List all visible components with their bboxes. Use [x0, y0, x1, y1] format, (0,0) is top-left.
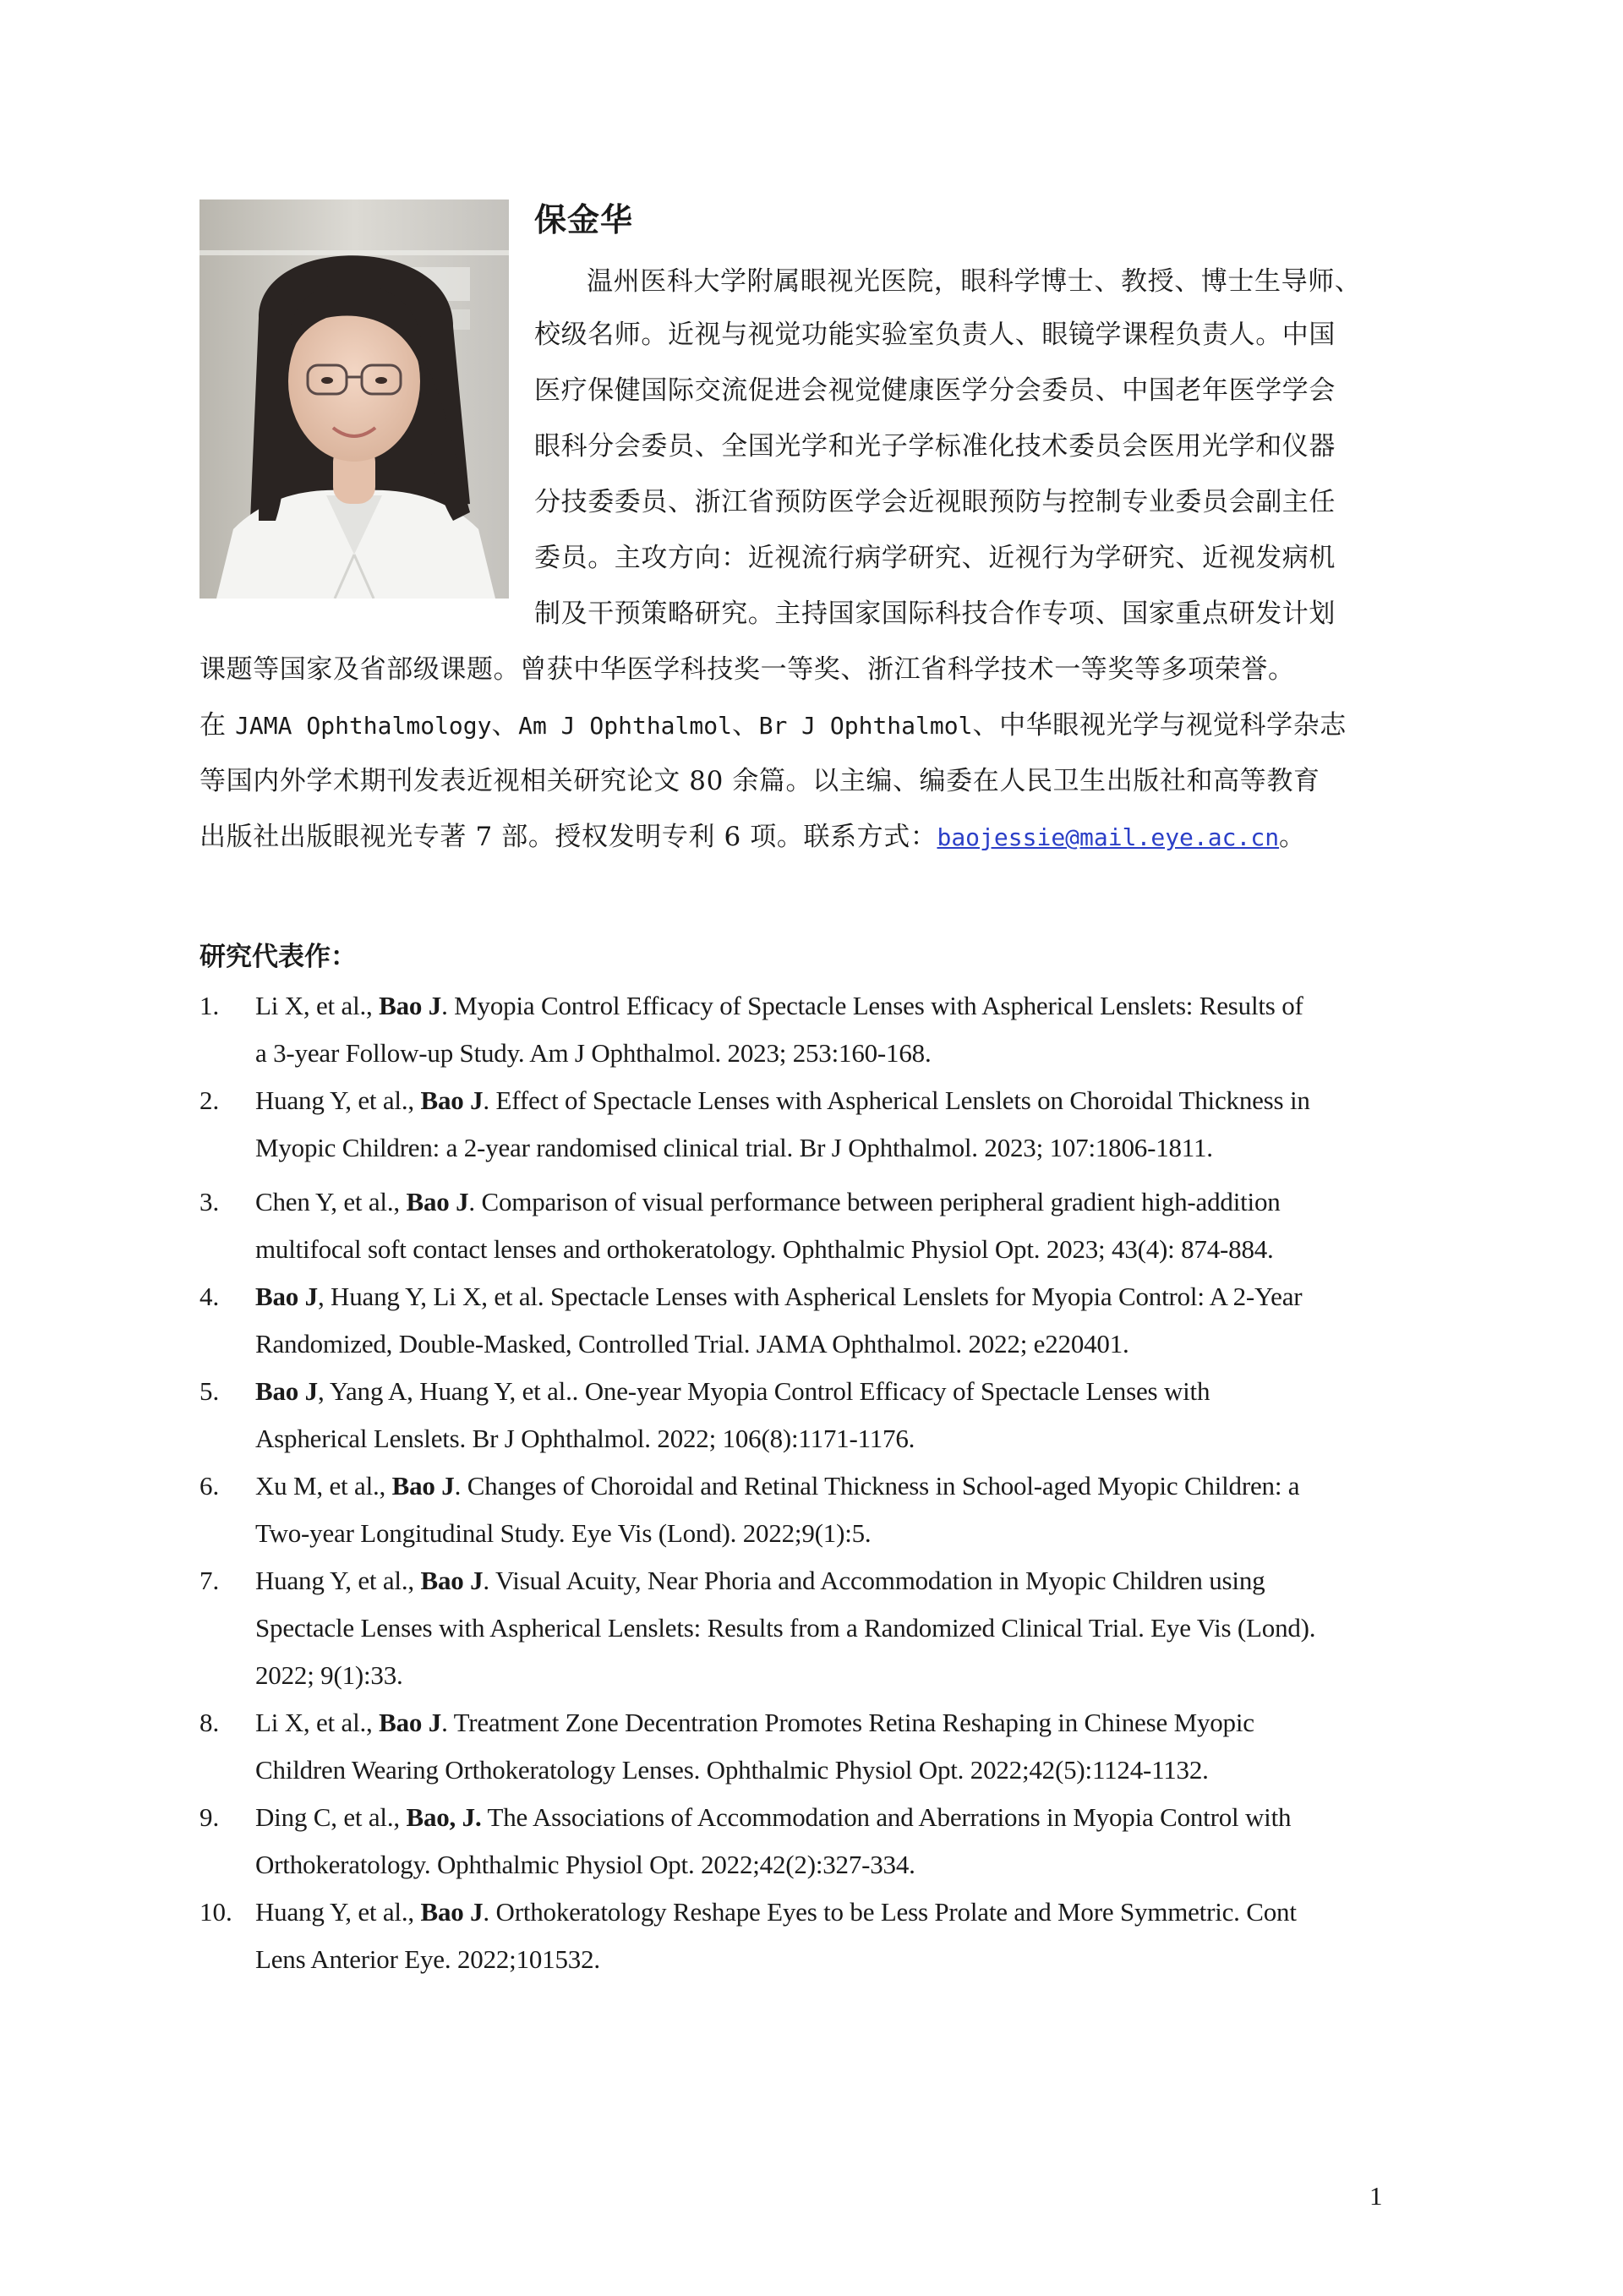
publication-line [255, 1895, 1297, 1929]
highlight-author: Bao J [379, 1708, 442, 1737]
publication-text: , Huang Y, Li X, et al. Spectacle Lenses with Aspherical Lenslets for Myopia Control: A 2-Year [317, 1282, 1303, 1311]
bio-line: 委员。主攻方向：近视流行病学研究、近视行为学研究、近视发病机 [534, 543, 1336, 573]
authors: Chen Y, et al., [255, 1187, 407, 1216]
publication-text: . Orthokeratology Reshape Eyes to be Less Prolate and More Symmetric. Cont [483, 1897, 1297, 1927]
publication-number: 4. [199, 1282, 220, 1311]
bio-line: 制及干预策略研究。主持国家国际科技合作专项、国家重点研发计划 [534, 599, 1336, 629]
publication-line: 2022; 9(1):33. [255, 1660, 403, 1690]
bio-line: 分技委委员、浙江省预防医学会近视眼预防与控制专业委员会副主任 [534, 487, 1336, 517]
publication-line: Lens Anterior Eye. 2022;101532. [255, 1944, 600, 1974]
publication-line: Aspherical Lenslets. Br J Ophthalmol. 2022; 106(8):1171-1176. [255, 1424, 915, 1453]
publication-number: 6. [199, 1471, 220, 1501]
publication-number: 5. [199, 1376, 220, 1406]
bio-text: 、中华眼视光学与视觉科学杂志 [972, 710, 1347, 741]
publication-line [255, 1375, 1210, 1408]
bio-text: 出版社出版眼视光专著 7 部。授权发明专利 6 项。联系方式： [199, 822, 937, 852]
highlight-author: Bao J [420, 1566, 484, 1595]
publication-line: Myopic Children: a 2-year randomised clinical trial. Br J Ophthalmol. 2023; 107:1806-1811. [255, 1133, 1213, 1162]
portrait-illustration [199, 200, 509, 599]
publication-line [255, 1564, 1265, 1598]
publication-line: Spectacle Lenses with Aspherical Lenslets: Results from a Randomized Clinical Trial. Eye Vis (Lond). [255, 1613, 1316, 1643]
publication-text: . Treatment Zone Decentration Promotes Retina Reshaping in Chinese Myopic [441, 1708, 1254, 1737]
bio-line: 课题等国家及省部级课题。曾获中华医学科技奖一等奖、浙江省科学技术一等奖等多项荣誉。 [199, 654, 1295, 685]
publication-text: The Associations of Accommodation and Aberrations in Myopia Control with [481, 1802, 1292, 1832]
publication-line: Children Wearing Orthokeratology Lenses. Ophthalmic Physiol Opt. 2022;42(5):1124-1132. [255, 1755, 1209, 1785]
bio-line-journals [199, 708, 1347, 743]
publication-line [255, 1469, 1299, 1503]
publication-line [255, 1801, 1291, 1834]
bio-line: 医疗保健国际交流促进会视觉健康医学分会委员、中国老年医学学会 [534, 375, 1336, 406]
journal-name: Br J Ophthalmol [758, 712, 973, 740]
highlight-author: Bao J [255, 1282, 318, 1311]
publication-number: 9. [199, 1802, 220, 1832]
publication-line [255, 1185, 1281, 1219]
publication-text: , Yang A, Huang Y, et al.. One-year Myopia Control Efficacy of Spectacle Lenses with [317, 1376, 1210, 1406]
bio-line: 眼科分会委员、全国光学和光子学标准化技术委员会医用光学和仪器 [534, 431, 1336, 462]
publication-line [255, 1280, 1302, 1314]
bio-text: 、 [731, 710, 759, 741]
authors: Huang Y, et al., [255, 1566, 421, 1595]
publication-number: 7. [199, 1566, 220, 1595]
highlight-author: Bao J [255, 1376, 318, 1406]
publication-number: 10. [199, 1897, 232, 1927]
bio-line: 校级名师。近视与视觉功能实验室负责人、眼镜学课程负责人。中国 [534, 320, 1336, 350]
portrait-photo [199, 200, 509, 599]
publication-number: 1. [199, 991, 220, 1020]
journal-name: JAMA Ophthalmology [235, 712, 492, 740]
highlight-author: Bao J [379, 991, 442, 1020]
page-number: 1 [1369, 2181, 1383, 2211]
publication-text: . Myopia Control Efficacy of Spectacle Lenses with Aspherical Lenslets: Results of [441, 991, 1303, 1020]
publications-heading: 研究代表作： [199, 942, 357, 972]
publication-line [255, 1706, 1254, 1740]
publication-line: Randomized, Double-Masked, Controlled Trial. JAMA Ophthalmol. 2022; e220401. [255, 1329, 1129, 1358]
publication-text: . Comparison of visual performance between peripheral gradient high-addition [468, 1187, 1281, 1216]
authors: Ding C, et al., [255, 1802, 407, 1832]
authors: Li X, et al., [255, 991, 380, 1020]
bio-line-contact [199, 820, 1306, 855]
publication-line: a 3-year Follow-up Study. Am J Ophthalmol. 2023; 253:160-168. [255, 1038, 932, 1068]
publication-number: 8. [199, 1708, 220, 1737]
highlight-author: Bao J [420, 1897, 484, 1927]
authors: Xu M, et al., [255, 1471, 392, 1501]
email-link[interactable]: baojessie@mail.eye.ac.cn [937, 823, 1280, 851]
journal-name: Am J Ophthalmol [518, 712, 732, 740]
authors: Huang Y, et al., [255, 1085, 421, 1115]
bio-text: 在 [199, 710, 236, 741]
publication-text: . Changes of Choroidal and Retinal Thickness in School-aged Myopic Children: a [454, 1471, 1300, 1501]
bio-line: 等国内外学术期刊发表近视相关研究论文 80 余篇。以主编、编委在人民卫生出版社和高等教育 [199, 766, 1320, 796]
authors: Li X, et al., [255, 1708, 380, 1737]
bio-line: 温州医科大学附属眼视光医院，眼科学博士、教授、博士生导师、 [587, 266, 1362, 297]
publication-text: . Effect of Spectacle Lenses with Aspherical Lenslets on Choroidal Thickness in [483, 1085, 1310, 1115]
publication-line [255, 1084, 1310, 1118]
highlight-author: Bao J [406, 1187, 469, 1216]
publication-line: Orthokeratology. Ophthalmic Physiol Opt. 2022;42(2):327-334. [255, 1850, 915, 1879]
authors: Huang Y, et al., [255, 1897, 421, 1927]
highlight-author: Bao J [420, 1085, 484, 1115]
person-name: 保金华 [534, 200, 634, 238]
publication-text: . Visual Acuity, Near Phoria and Accommodation in Myopic Children using [483, 1566, 1265, 1595]
publication-line: multifocal soft contact lenses and orthokeratology. Ophthalmic Physiol Opt. 2023; 43(4): 874-884. [255, 1234, 1274, 1264]
publication-number: 3. [199, 1187, 220, 1216]
bio-text: 。 [1279, 822, 1306, 852]
publication-line: Two-year Longitudinal Study. Eye Vis (Lond). 2022;9(1):5. [255, 1518, 872, 1548]
bio-text: 、 [491, 710, 519, 741]
publication-line [255, 989, 1303, 1023]
publication-number: 2. [199, 1085, 220, 1115]
highlight-author: Bao J [391, 1471, 455, 1501]
highlight-author: Bao, J. [406, 1802, 482, 1832]
